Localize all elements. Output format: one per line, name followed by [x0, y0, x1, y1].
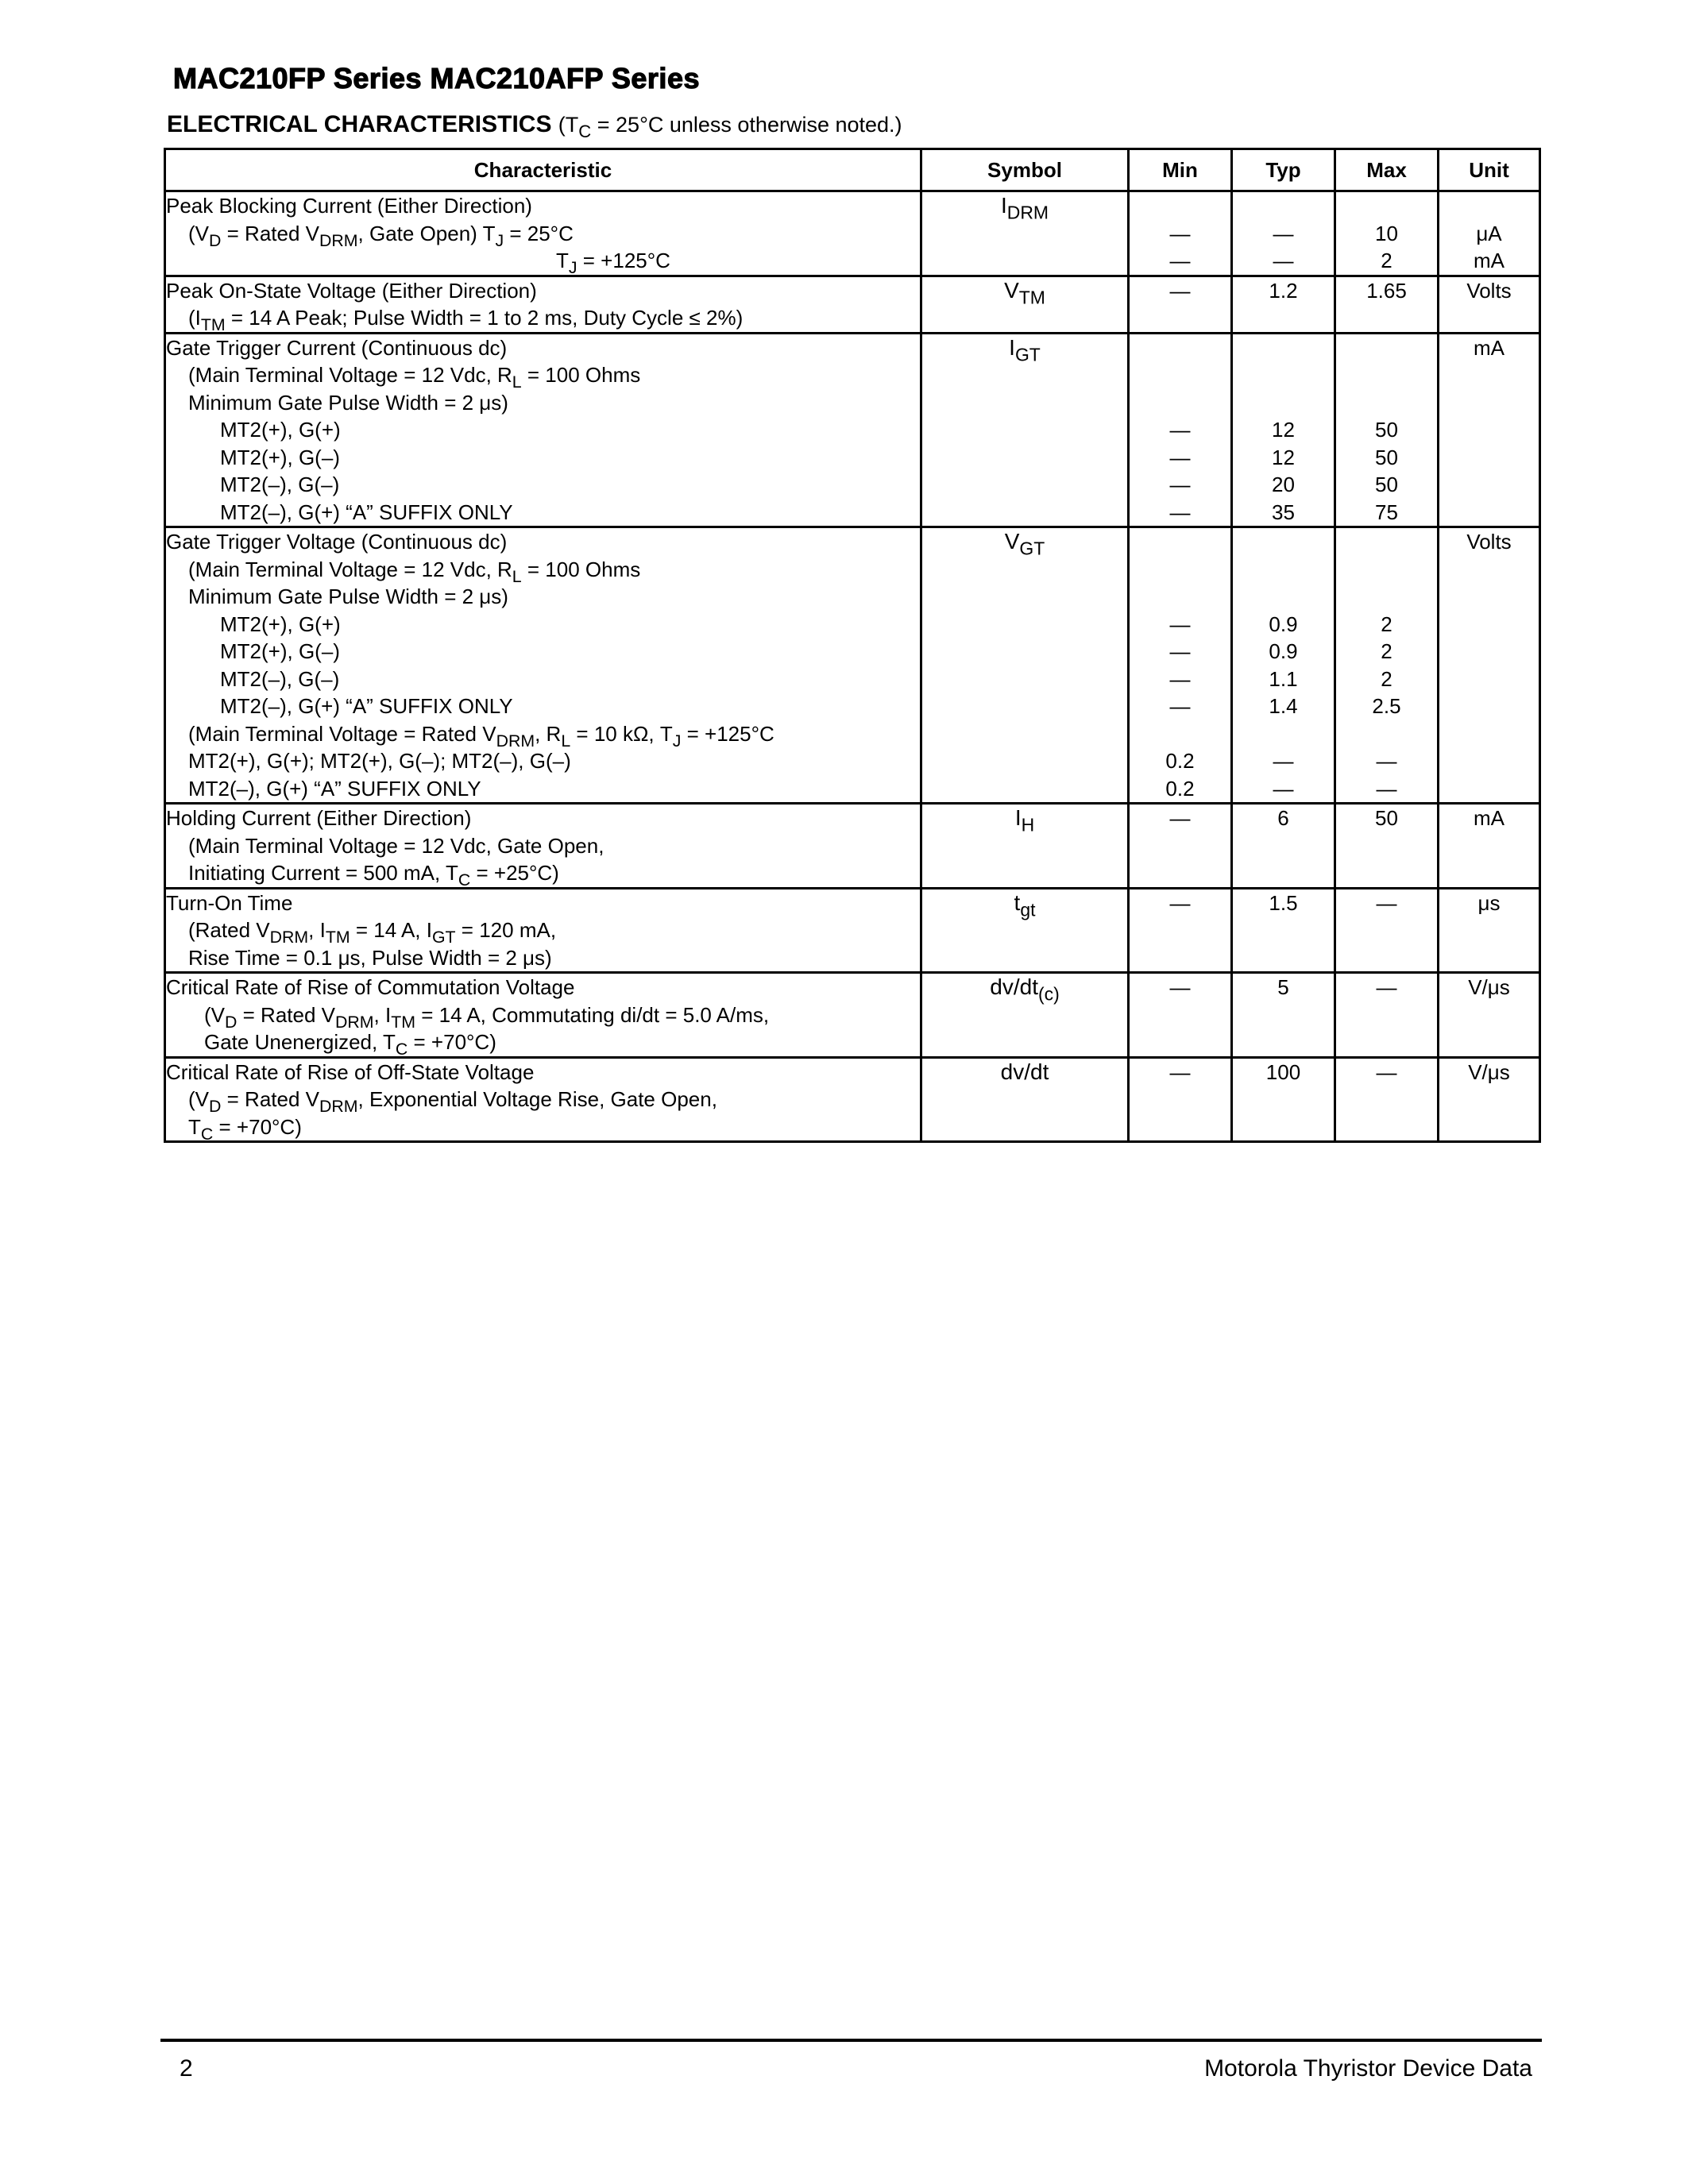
footer-rule [160, 2039, 1542, 2042]
typ-value: 100 [1265, 1059, 1301, 1084]
characteristic-line: (Main Terminal Voltage = 12 Vdc, Gate Open, [188, 833, 605, 858]
section-title [167, 111, 902, 142]
max-cell [1335, 191, 1439, 276]
min-cell [1129, 276, 1232, 333]
characteristic-line: $T_C = +70^\circ C$) [188, 1114, 302, 1144]
characteristic-line: MT2(–), G(+) “A” SUFFIX ONLY [220, 694, 513, 718]
symbol-cell [921, 191, 1129, 276]
max-value: 2 [1381, 666, 1393, 691]
characteristic-line: MT2(+), G(+) [220, 612, 341, 636]
min-value: — [1169, 694, 1191, 718]
max-value: — [1376, 776, 1397, 801]
table-row [165, 973, 1540, 1058]
characteristic-line: ($V_D$ = Rated $V_{DRM}$, $I_{TM} = 14$ A, Commutating di/dt = 5.0 A/ms, [204, 1002, 770, 1032]
characteristic-cell [165, 527, 921, 804]
typ-value: 1.1 [1269, 666, 1298, 691]
table-row [165, 1057, 1540, 1142]
characteristic-line: Holding Current (Either Direction) [166, 806, 472, 830]
min-value: — [1169, 639, 1191, 663]
unit-cell [1439, 1057, 1540, 1142]
typ-value: — [1273, 749, 1294, 773]
typ-cell [1232, 191, 1335, 276]
typ-value: 20 [1272, 473, 1295, 496]
min-cell [1129, 527, 1232, 804]
unit-value: μA [1476, 221, 1502, 245]
typ-value: 5 [1277, 975, 1289, 999]
table-header-row [165, 149, 1540, 191]
max-cell [1335, 527, 1439, 804]
footer-source: Motorola Thyristor Device Data [1204, 2055, 1532, 2082]
symbol-value: $I_{DRM}$ [1000, 193, 1049, 223]
max-value: 50 [1375, 445, 1398, 469]
max-value: 50 [1375, 418, 1398, 442]
column-header-characteristic: Characteristic [165, 149, 921, 191]
unit-cell [1439, 888, 1540, 973]
characteristic-line: MT2(–), G(+) “A” SUFFIX ONLY [220, 500, 513, 524]
characteristic-line: Gate Trigger Voltage (Continuous dc) [166, 530, 508, 554]
min-value: — [1169, 612, 1191, 636]
max-value: — [1376, 975, 1397, 999]
table-row [165, 191, 1540, 276]
characteristic-cell [165, 191, 921, 276]
typ-cell [1232, 888, 1335, 973]
min-cell [1129, 973, 1232, 1058]
symbol-value: $t_{gt}$ [1014, 889, 1036, 920]
min-cell [1129, 191, 1232, 276]
series-title: MAC210FP Series MAC210AFP Series [173, 62, 700, 95]
min-cell [1129, 804, 1232, 889]
typ-value: 0.9 [1269, 612, 1298, 636]
characteristic-line: MT2(+), G(+) [220, 418, 341, 442]
unit-value: mA [1474, 335, 1505, 360]
max-cell [1335, 333, 1439, 527]
column-header-min: Min [1129, 149, 1232, 191]
symbol-cell [921, 804, 1129, 889]
symbol-value: $dv/dt_{(c)}$ [990, 974, 1060, 1005]
characteristic-cell [165, 333, 921, 527]
characteristic-cell [165, 888, 921, 973]
typ-cell [1232, 276, 1335, 333]
characteristic-line: $T_J = +125^\circ C$ [556, 249, 670, 277]
section-heading: ELECTRICAL CHARACTERISTICS [167, 111, 552, 137]
min-value: — [1169, 806, 1191, 830]
max-value: 50 [1375, 806, 1398, 830]
typ-value: 12 [1272, 418, 1295, 442]
characteristic-line: (Main Terminal Voltage = 12 Vdc, $R_L = 100$ Ohms [188, 557, 641, 586]
characteristic-line: Gate Trigger Current (Continuous dc) [166, 335, 508, 360]
typ-value: 1.4 [1269, 694, 1298, 718]
unit-cell [1439, 973, 1540, 1058]
symbol-value: $V_{GT}$ [1004, 529, 1045, 559]
typ-value: — [1273, 249, 1294, 272]
symbol-cell [921, 527, 1129, 804]
typ-value: — [1273, 776, 1294, 801]
typ-value: — [1273, 221, 1294, 245]
min-value: 0.2 [1165, 776, 1195, 801]
column-header-max: Max [1335, 149, 1439, 191]
table-row [165, 888, 1540, 973]
max-cell [1335, 804, 1439, 889]
max-value: 1.65 [1366, 278, 1407, 303]
symbol-cell [921, 333, 1129, 527]
max-value: 2 [1381, 612, 1393, 636]
characteristic-line: Peak Blocking Current (Either Direction) [166, 194, 532, 218]
max-cell [1335, 973, 1439, 1058]
symbol-cell [921, 276, 1129, 333]
min-value: — [1169, 445, 1191, 469]
symbol-value: $V_{TM}$ [1004, 277, 1045, 307]
test-condition: ($T_C = 25^\circ C$ unless otherwise noted.) [558, 113, 902, 142]
unit-cell [1439, 527, 1540, 804]
min-value: — [1169, 1059, 1191, 1084]
max-cell [1335, 888, 1439, 973]
characteristic-line: ($V_D$ = Rated $V_{DRM}$, Gate Open) $T_J = 25^\circ C$ [188, 221, 574, 250]
max-cell [1335, 276, 1439, 333]
characteristic-line: MT2(+), G(–) [220, 639, 340, 663]
characteristic-cell [165, 276, 921, 333]
typ-value: 1.5 [1269, 890, 1298, 915]
page-number: 2 [180, 2055, 193, 2082]
typ-value: 1.2 [1269, 278, 1298, 303]
min-value: — [1169, 278, 1191, 303]
electrical-characteristics-table [164, 148, 1541, 1143]
max-value: — [1376, 890, 1397, 915]
max-value: 2 [1381, 639, 1393, 663]
characteristic-line: (Rated $V_{DRM}$, $I_{TM} = 14$ A, $I_{GT} = 120$ mA, [188, 918, 557, 947]
min-value: — [1169, 249, 1191, 272]
characteristic-line: (Main Terminal Voltage = Rated $V_{DRM}$, $R_L = 10$ kΩ, $T_J = +125^\circ C$ [188, 721, 774, 751]
characteristic-line: MT2(+), G(+); MT2(+), G(–); MT2(–), G(–) [188, 749, 571, 773]
min-value: — [1169, 666, 1191, 691]
symbol-value: $I_H$ [1014, 805, 1035, 835]
typ-cell [1232, 333, 1335, 527]
unit-value: Volts [1466, 278, 1512, 303]
min-value: — [1169, 975, 1191, 999]
min-value: 0.2 [1165, 749, 1195, 773]
characteristic-line: MT2(–), G(–) [220, 666, 340, 691]
typ-value: 35 [1272, 500, 1295, 524]
max-value: — [1376, 1059, 1397, 1084]
unit-cell [1439, 333, 1540, 527]
table-row [165, 333, 1540, 527]
typ-value: 6 [1277, 806, 1289, 830]
unit-value: Volts [1466, 530, 1512, 554]
characteristic-line: Critical Rate of Rise of Commutation Voltage [166, 975, 575, 999]
symbol-cell [921, 888, 1129, 973]
min-value: — [1169, 500, 1191, 524]
characteristic-line: Minimum Gate Pulse Width = 2 μs) [188, 585, 508, 608]
min-value: — [1169, 418, 1191, 442]
min-value: — [1169, 890, 1191, 915]
characteristic-line: Critical Rate of Rise of Off-State Voltage [166, 1059, 535, 1084]
typ-value: 12 [1272, 445, 1295, 469]
symbol-cell [921, 973, 1129, 1058]
max-cell [1335, 1057, 1439, 1142]
characteristic-cell [165, 973, 921, 1058]
symbol-value: dv/dt [1000, 1059, 1049, 1084]
characteristic-cell [165, 804, 921, 889]
unit-value: mA [1474, 249, 1505, 272]
characteristic-line: MT2(+), G(–) [220, 445, 340, 469]
max-value: 50 [1375, 473, 1398, 496]
characteristic-line: ($V_D$ = Rated $V_{DRM}$, Exponential Voltage Rise, Gate Open, [188, 1087, 717, 1116]
symbol-value: $I_{GT}$ [1009, 334, 1041, 365]
characteristic-line: Turn-On Time [166, 890, 293, 915]
unit-cell [1439, 804, 1540, 889]
typ-cell [1232, 973, 1335, 1058]
min-cell [1129, 888, 1232, 973]
max-value: 10 [1375, 221, 1398, 245]
typ-cell [1232, 1057, 1335, 1142]
typ-cell [1232, 527, 1335, 804]
characteristic-line: Rise Time = 0.1 μs, Pulse Width = 2 μs) [188, 945, 552, 970]
min-value: — [1169, 473, 1191, 496]
min-value: — [1169, 221, 1191, 245]
characteristic-line: Gate Unenergized, $T_C = +70^\circ C$) [204, 1030, 496, 1059]
max-value: 75 [1375, 500, 1398, 524]
typ-value: 0.9 [1269, 639, 1298, 663]
min-cell [1129, 333, 1232, 527]
typ-cell [1232, 804, 1335, 889]
unit-value: V/μs [1468, 1059, 1510, 1084]
table-row [165, 804, 1540, 889]
unit-value: V/μs [1468, 975, 1510, 999]
max-value: 2.5 [1372, 694, 1401, 718]
unit-value: mA [1474, 806, 1505, 830]
characteristic-line: Peak On-State Voltage (Either Direction) [166, 278, 537, 303]
unit-cell [1439, 276, 1540, 333]
max-value: 2 [1381, 249, 1393, 272]
characteristic-line: (Main Terminal Voltage = 12 Vdc, $R_L = 100$ Ohms [188, 363, 641, 392]
characteristic-line: MT2(–), G(+) “A” SUFFIX ONLY [188, 776, 481, 801]
column-header-symbol: Symbol [921, 149, 1129, 191]
characteristic-line: MT2(–), G(–) [220, 473, 340, 496]
table-row [165, 527, 1540, 804]
characteristic-line: Minimum Gate Pulse Width = 2 μs) [188, 390, 508, 415]
column-header-typ: Typ [1232, 149, 1335, 191]
characteristic-line: ($I_{TM} = 14$ A Peak; Pulse Width = 1 to 2 ms, Duty Cycle ≤ 2%) [188, 306, 744, 334]
characteristic-line: Initiating Current = 500 mA, $T_C = +25^\circ C$) [188, 861, 559, 889]
unit-cell [1439, 191, 1540, 276]
characteristic-cell [165, 1057, 921, 1142]
symbol-cell [921, 1057, 1129, 1142]
max-value: — [1376, 749, 1397, 773]
unit-value: μs [1477, 890, 1501, 915]
table-row [165, 276, 1540, 333]
min-cell [1129, 1057, 1232, 1142]
column-header-unit: Unit [1439, 149, 1540, 191]
